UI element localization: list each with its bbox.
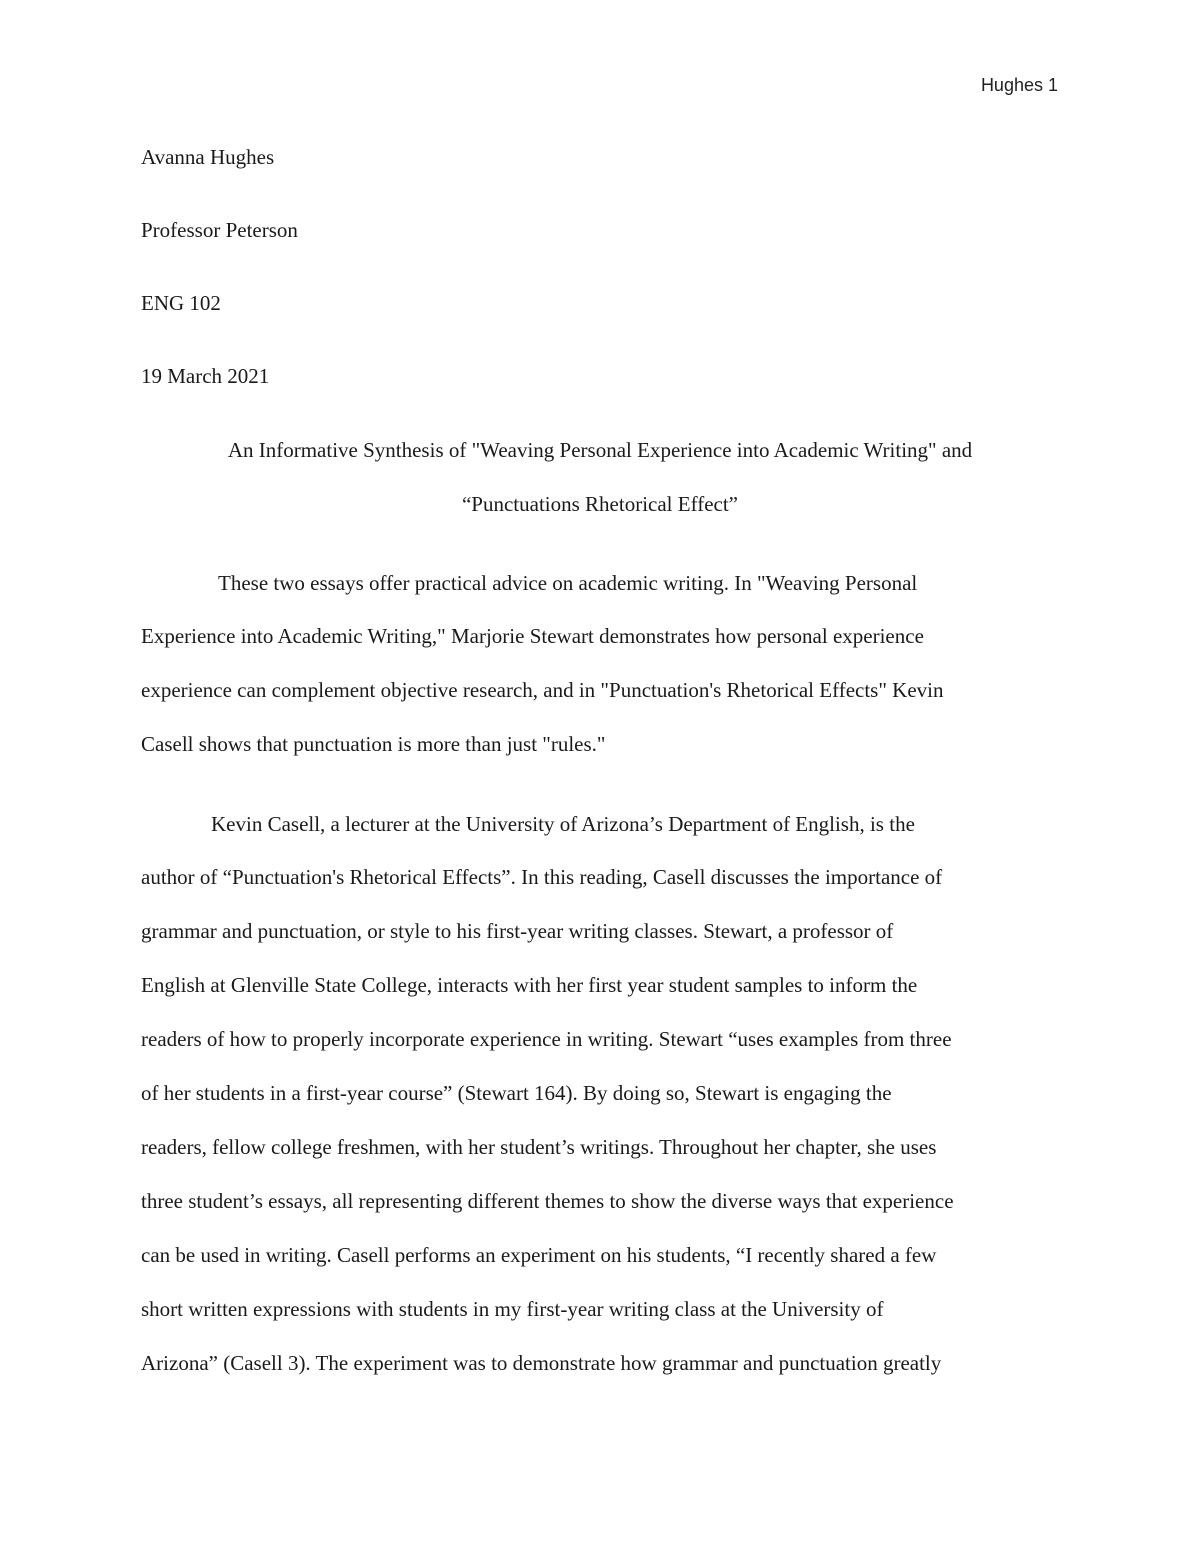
paragraph-line: Casell shows that punctuation is more than just "rules." [141,732,606,756]
title-line-2: “Punctuations Rhetorical Effect” [461,492,738,516]
running-head: Hughes 1 [980,75,1058,95]
paragraph-line: can be used in writing. Casell performs an experiment on his students, “I recently shared a few [141,1243,937,1267]
paragraph-line: three student’s essays, all representing different themes to show the diverse ways that experience [141,1189,954,1213]
paragraph-line: Kevin Casell, a lecturer at the University of Arizona’s Department of English, is the [211,812,915,836]
paragraph-line: Experience into Academic Writing," Marjorie Stewart demonstrates how personal experience [141,624,924,648]
paragraph-line: author of “Punctuation's Rhetorical Effects”. In this reading, Casell discusses the importance of [141,865,943,889]
paragraph-line: readers of how to properly incorporate experience in writing. Stewart “uses examples from three [141,1027,952,1051]
author-name: Avanna Hughes [141,145,275,169]
professor-name: Professor Peterson [141,218,298,242]
paragraph-line: experience can complement objective research, and in "Punctuation's Rhetorical Effects" Kevin [141,678,944,702]
paragraph-line: English at Glenville State College, interacts with her first year student samples to inform the [141,973,918,997]
date: 19 March 2021 [141,364,270,388]
paragraph-line: readers, fellow college freshmen, with her student’s writings. Throughout her chapter, she uses [141,1135,937,1159]
paragraph-line: grammar and punctuation, or style to his first-year writing classes. Stewart, a professor of [141,919,894,943]
paragraph-line: These two essays offer practical advice on academic writing. In "Weaving Personal [218,571,918,595]
course-name: ENG 102 [141,291,221,315]
title-line-1: An Informative Synthesis of "Weaving Personal Experience into Academic Writing" and [227,438,973,462]
paragraph-line: short written expressions with students in my first-year writing class at the University of [141,1297,884,1321]
paragraph-line: Arizona” (Casell 3). The experiment was to demonstrate how grammar and punctuation greatly [141,1351,942,1375]
paragraph-line: of her students in a first-year course” (Stewart 164). By doing so, Stewart is engaging the [141,1081,892,1105]
